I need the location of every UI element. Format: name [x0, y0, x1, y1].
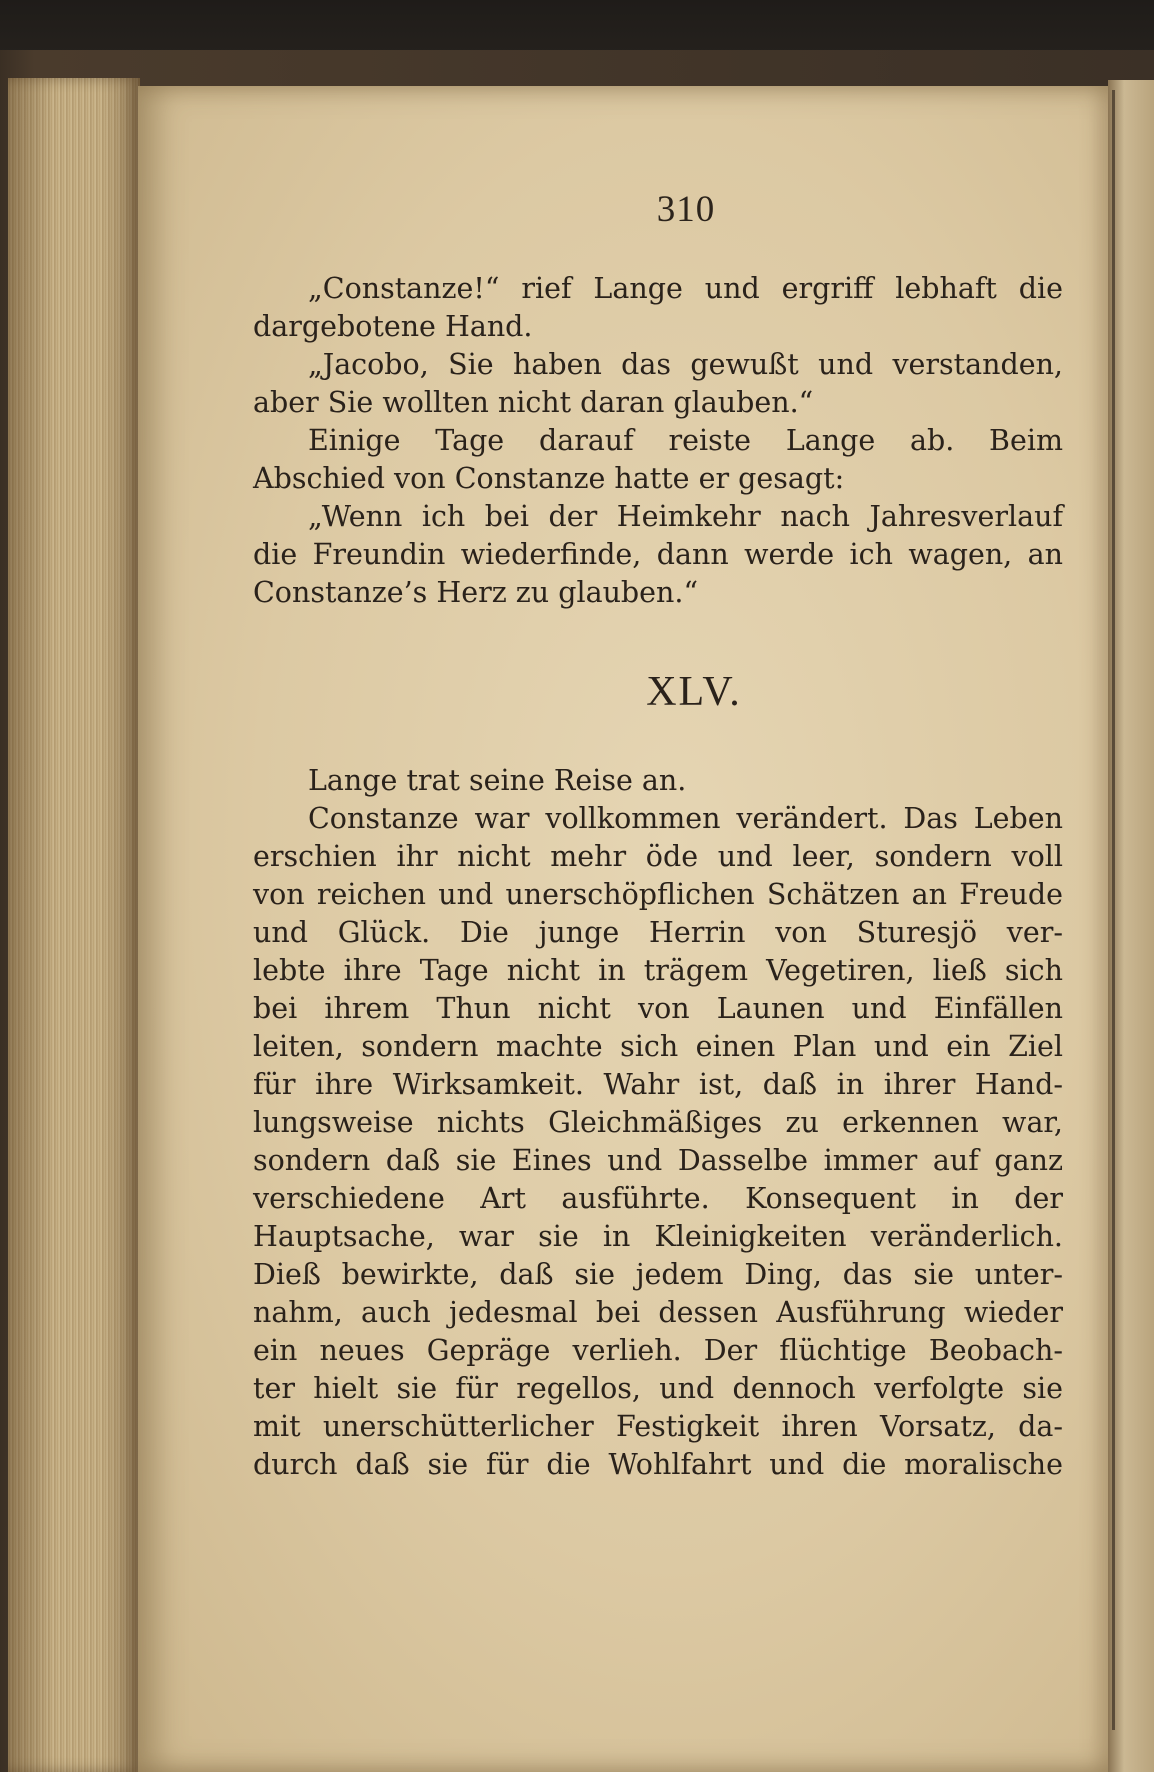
text-line: Constanze war vollkommen verändert. Das Leben	[308, 802, 1063, 835]
text-line: Hauptsache, war sie in Kleinigkeiten veränderlich.	[253, 1220, 1063, 1253]
text-line: ter hielt sie für regellos, und dennoch verfolgte sie	[253, 1372, 1063, 1405]
text-line: lungsweise nichts Gleichmäßiges zu erkennen war,	[253, 1106, 1063, 1139]
text-line: sondern daß sie Eines und Dasselbe immer auf ganz	[253, 1144, 1063, 1177]
text-line: für ihre Wirksamkeit. Wahr ist, daß in ihrer Hand-	[253, 1068, 1063, 1101]
text-line: die Freundin wiederfinde, dann werde ich wagen, an	[253, 538, 1063, 571]
text-line: Einige Tage darauf reiste Lange ab. Beim	[308, 424, 1063, 457]
text-line: „Jacobo, Sie haben das gewußt und verstanden,	[308, 348, 1063, 381]
text-line: „Constanze!“ rief Lange und ergriff lebhaft die	[308, 272, 1063, 305]
text-line: durch daß sie für die Wohlfahrt und die moralische	[253, 1448, 1063, 1481]
text-line: aber Sie wollten nicht daran glauben.“	[253, 386, 814, 419]
text-line: und Glück. Die junge Herrin von Sturesjö ver-	[253, 916, 1063, 949]
text-line: ein neues Gepräge verlieh. Der flüchtige Beobach-	[253, 1334, 1063, 1367]
text-line: verschiedene Art ausführte. Konsequent in der	[253, 1182, 1063, 1215]
page-edges-shade	[8, 78, 140, 1772]
page-number: 310	[656, 189, 716, 230]
text-line: mit unerschütterlicher Festigkeit ihren Vorsatz, da-	[253, 1410, 1063, 1443]
text-line: dargebotene Hand.	[253, 310, 533, 343]
text-line: erschien ihr nicht mehr öde und leer, sondern voll	[253, 840, 1063, 873]
text-line: nahm, auch jedesmal bei dessen Ausführung wieder	[253, 1296, 1063, 1329]
chapter-heading: XLV.	[646, 669, 742, 715]
text-line: „Wenn ich bei der Heimkehr nach Jahresverlauf	[308, 500, 1063, 533]
text-line: leiten, sondern machte sich einen Plan und ein Ziel	[253, 1030, 1063, 1063]
text-line: Lange trat seine Reise an.	[308, 764, 687, 797]
text-line: Abschied von Constanze hatte er gesagt:	[253, 462, 845, 495]
binding-line	[1112, 90, 1115, 1730]
text-line: von reichen und unerschöpflichen Schätzen an Freude	[253, 878, 1063, 911]
text-line: lebte ihre Tage nicht in trägem Vegetiren, ließ sich	[253, 954, 1063, 987]
text-line: Dieß bewirkte, daß sie jedem Ding, das sie unter-	[253, 1258, 1063, 1291]
text-line: bei ihrem Thun nicht von Launen und Einfällen	[253, 992, 1063, 1025]
text-line: Constanze’s Herz zu glauben.“	[253, 576, 699, 609]
